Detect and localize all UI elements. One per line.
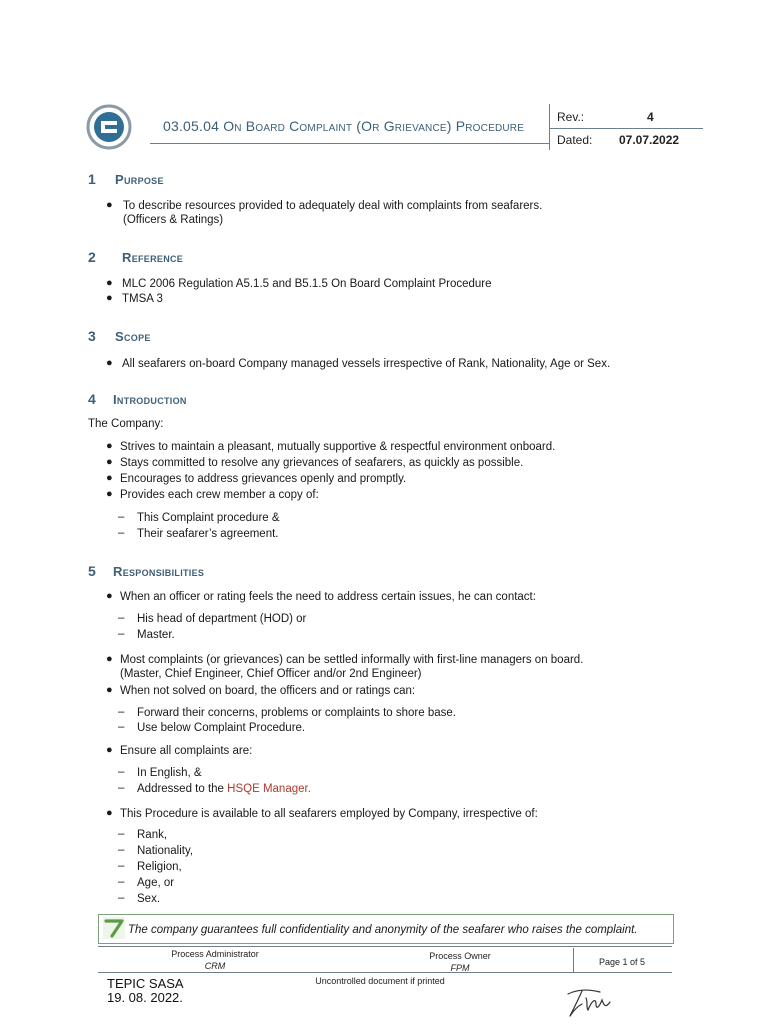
footer-divider <box>573 948 574 972</box>
document-number: 03.05.04 <box>163 118 220 134</box>
bullet-dot: ● <box>106 590 113 602</box>
bullet-dot: ● <box>106 653 113 665</box>
rev-value: 4 <box>647 110 654 124</box>
company-logo-icon <box>86 104 132 150</box>
resp-dash-item: Rank, <box>137 829 168 841</box>
document-title <box>163 118 524 134</box>
bullet-dot: ● <box>106 684 113 696</box>
process-owner-value-text: FPM <box>450 963 470 973</box>
intro-bullet: Strives to maintain a pleasant, mutually supportive & respectful environment onboard. <box>120 441 556 453</box>
resp-dash-item: Sex. <box>137 893 161 905</box>
bullet-dot: ● <box>106 488 113 500</box>
dash-mark: – <box>118 527 125 539</box>
section-number-purpose: 1 <box>88 171 96 187</box>
scope-text: All seafarers on-board Company managed vessels irrespective of Rank, Nationality, Age or Sex. <box>122 358 611 370</box>
resp-bullet-not-solved: When not solved on board, the officers and or ratings can: <box>120 685 416 697</box>
resp-dash-item: Use below Complaint Procedure. <box>137 722 306 734</box>
dash-mark: – <box>118 721 125 733</box>
resp-dash-item: Forward their concerns, problems or complaints to shore base. <box>137 707 456 719</box>
intro-bullet: Encourages to address grievances openly and promptly. <box>120 473 407 485</box>
footer-rule-top <box>98 946 672 947</box>
page-number: Page 1 of 5 <box>598 957 646 967</box>
dated-label: Dated: <box>557 133 593 147</box>
bullet-dot: ● <box>106 357 113 369</box>
note-seven-icon <box>103 917 125 939</box>
document-title-text: On Board Complaint (Or Grievance) Procedure <box>223 118 525 134</box>
dash-mark: – <box>118 612 125 624</box>
dash-mark: – <box>118 892 125 904</box>
section-title-reference: Reference <box>122 250 184 265</box>
resp-dash-item-addressed <box>137 783 311 795</box>
dash-mark: – <box>118 706 125 718</box>
dash-mark: – <box>118 828 125 840</box>
resp-dash-item: Master. <box>137 629 175 641</box>
process-owner-label: Process Owner <box>429 951 491 961</box>
resp-dash-item: Age, or <box>137 877 175 889</box>
signature-icon <box>560 984 624 1020</box>
resp-bullet-informal-cont: (Master, Chief Engineer, Chief Officer and/or 2nd Engineer) <box>120 668 422 680</box>
bullet-dot: ● <box>106 277 113 289</box>
uncontrolled-notice: Uncontrolled document if printed <box>315 976 445 986</box>
intro-dash-item: Their seafarer’s agreement. <box>137 528 279 540</box>
resp-dash-item: In English, & <box>137 767 202 779</box>
bullet-dot: ● <box>106 472 113 484</box>
addressed-to-text: Addressed to the <box>137 783 228 795</box>
stamp-text <box>107 977 184 1005</box>
bullet-dot: ● <box>106 744 113 756</box>
bullet-dot: ● <box>106 456 113 468</box>
note-text: The company guarantees full confidentiality and anonymity of the seafarer who raises the complaint. <box>128 924 638 936</box>
intro-bullet: Stays committed to resolve any grievances of seafarers, as quickly as possible. <box>120 457 524 469</box>
dash-mark: – <box>118 511 125 523</box>
introduction-lead: The Company: <box>88 418 164 430</box>
dash-mark: – <box>118 782 125 794</box>
resp-dash-item: Religion, <box>137 861 182 873</box>
dash-mark: – <box>118 766 125 778</box>
bullet-dot: ● <box>106 292 113 304</box>
resp-bullet-informal: Most complaints (or grievances) can be settled informally with first-line managers on board. <box>120 654 584 666</box>
process-admin-label: Process Administrator <box>171 949 259 959</box>
process-owner-value <box>395 963 525 973</box>
bullet-dot: ● <box>106 807 113 819</box>
dash-mark: – <box>118 876 125 888</box>
reference-mlc: MLC 2006 Regulation A5.1.5 and B5.1.5 On Board Complaint Procedure <box>122 278 492 290</box>
intro-bullet: Provides each crew member a copy of: <box>120 489 319 501</box>
section-number-reference: 2 <box>88 249 96 265</box>
section-number-introduction: 4 <box>88 391 96 407</box>
section-title-introduction: Introduction <box>113 392 187 407</box>
section-title-responsibilities: Responsibilities <box>113 564 205 579</box>
reference-tmsa: TMSA 3 <box>122 293 163 305</box>
resp-bullet-availability: This Procedure is available to all seafarers employed by Company, irrespective of: <box>120 808 538 820</box>
confidentiality-note <box>98 914 674 944</box>
footer-rule-bottom <box>98 972 672 973</box>
intro-dash-item: This Complaint procedure & <box>137 512 280 524</box>
section-title-scope: Scope <box>115 329 151 344</box>
header-rule <box>150 143 549 144</box>
stamp-line-1: TEPIC SASA <box>107 976 184 991</box>
resp-dash-item: Nationality, <box>137 845 194 857</box>
purpose-text-cont: (Officers & Ratings) <box>123 214 224 226</box>
resp-bullet-contact: When an officer or rating feels the need to address certain issues, he can contact: <box>120 591 536 603</box>
dash-mark: – <box>118 628 125 640</box>
process-admin-value-text: CRM <box>204 961 226 971</box>
section-number-scope: 3 <box>88 328 96 344</box>
bullet-dot: ● <box>106 199 113 211</box>
stamp-line-2: 19. 08. 2022. <box>107 990 183 1005</box>
rev-label: Rev.: <box>557 110 585 124</box>
hsqe-manager-link[interactable]: HSQE Manager. <box>227 783 311 795</box>
resp-dash-item: His head of department (HOD) or <box>137 613 307 625</box>
purpose-text: To describe resources provided to adequately deal with complaints from seafarers. <box>123 200 543 212</box>
process-admin-value <box>150 961 280 971</box>
dated-value: 07.07.2022 <box>619 133 680 147</box>
section-number-responsibilities: 5 <box>88 563 96 579</box>
bullet-dot: ● <box>106 440 113 452</box>
dash-mark: – <box>118 860 125 872</box>
dash-mark: – <box>118 844 125 856</box>
section-title-purpose: Purpose <box>115 172 164 187</box>
resp-bullet-ensure: Ensure all complaints are: <box>120 745 253 757</box>
revision-box <box>549 104 703 150</box>
